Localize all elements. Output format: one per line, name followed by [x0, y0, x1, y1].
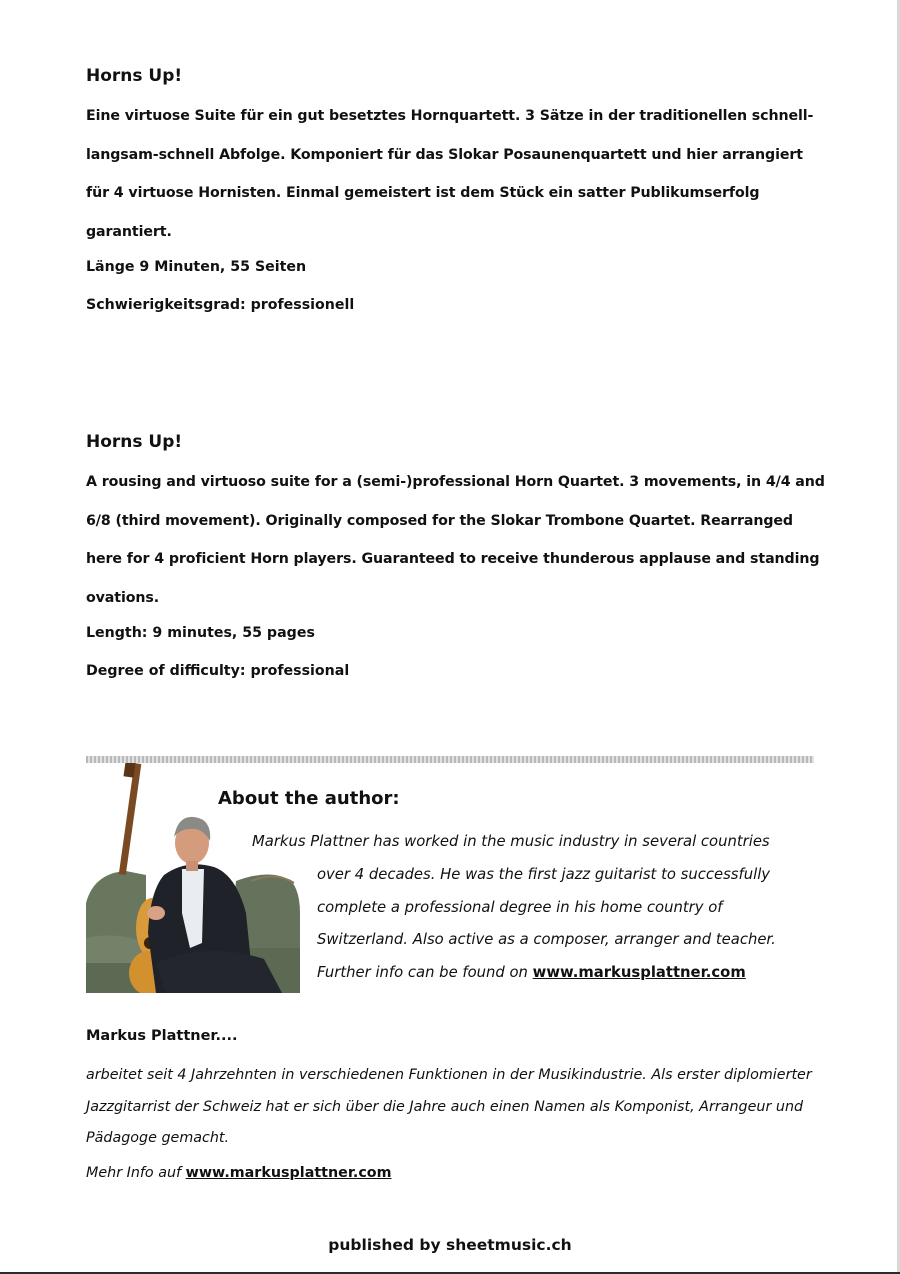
german-description-section — [86, 64, 826, 324]
section-divider — [86, 756, 814, 763]
author-bio-english — [252, 826, 812, 990]
english-length: Length: 9 minutes, 55 pages — [86, 625, 315, 641]
about-author-heading: About the author: — [218, 788, 400, 809]
english-description-section — [86, 430, 826, 690]
author-bio-german-text: arbeitet seit 4 Jahrzehnten in verschiedenen Funktionen in der Musikindustrie. Als erster diplomierter Jazzgitarrist der Schweiz hat er sich über die Jahre auch einen Namen als Komponist, Arrangeur und Pädagoge gemacht. — [86, 1067, 812, 1146]
german-length: Länge 9 Minuten, 55 Seiten — [86, 259, 307, 275]
author-info-prefix: Further info can be found on — [317, 964, 528, 982]
english-difficulty: Degree of difficulty: professional — [86, 662, 350, 679]
english-description: A rousing and virtuoso suite for a (semi-)professional Horn Quartet. 3 movements, in 4/4 and 6/8 (third movement). Originally composed for the Slokar Trombone Quartet. Rearranged here for 4 proficient Horn players. Guaranteed to receive thunderous applause and standing ovations. — [86, 474, 825, 606]
german-title: Horns Up! — [86, 66, 183, 86]
author-website-link[interactable]: www.markusplattner.com — [532, 964, 746, 982]
author-bio-rest: over 4 decades. He was the first jazz guitarist to successfully complete a professional degree in his home country of Switzerland. Also active as a composer, arranger and teacher. — [317, 865, 776, 949]
publisher-footer: published by sheetmusic.ch — [328, 1236, 572, 1254]
author-bio-rest-wrap — [252, 859, 812, 990]
german-difficulty: Schwierigkeitsgrad: professionell — [86, 296, 355, 313]
author-bio-german — [86, 1060, 816, 1189]
author-more-prefix: Mehr Info auf — [86, 1164, 182, 1181]
author-bio-line1: Markus Plattner has worked in the music industry in several countries — [252, 833, 770, 850]
german-description: Eine virtuose Suite für ein gut besetztes Hornquartett. 3 Sätze in der traditionellen schnell-langsam-schnell Abfolge. Komponiert für das Slokar Posaunenquartett und hier arrangiert für 4 virtuose Hornisten. Einmal gemeistert ist dem Stück ein satter Publikumserfolg garantiert. — [86, 108, 814, 240]
author-website-link-german[interactable]: www.markusplattner.com — [185, 1164, 392, 1181]
author-name-german: Markus Plattner.... — [86, 1028, 238, 1044]
author-more-info — [86, 1158, 816, 1190]
english-title: Horns Up! — [86, 432, 183, 452]
